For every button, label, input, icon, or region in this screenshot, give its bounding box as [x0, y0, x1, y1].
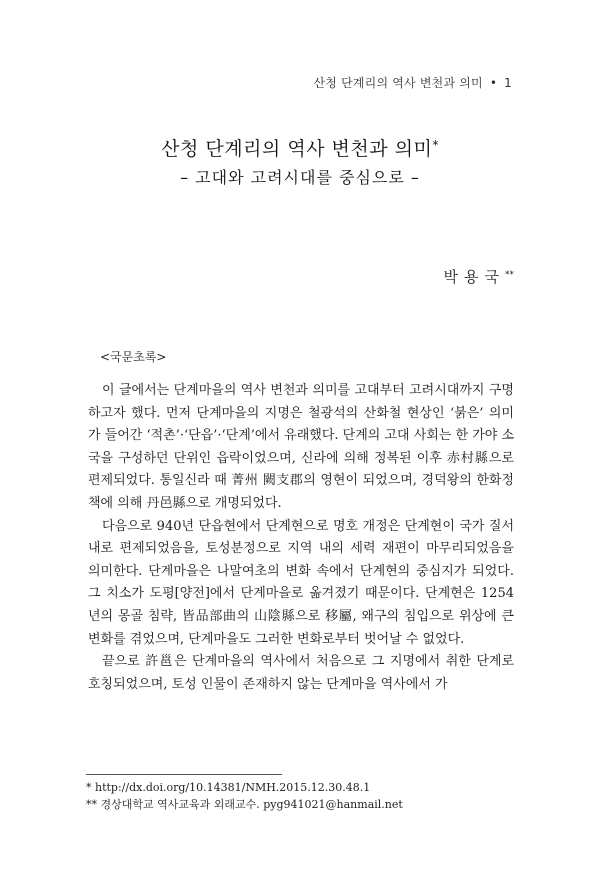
author-block: [444, 266, 514, 287]
page-number: 1: [504, 76, 512, 90]
title-footnote-marker: *: [432, 138, 439, 152]
footnote-doi: * http://dx.doi.org/10.14381/NMH.2015.12.30.48.1: [86, 781, 371, 794]
header-bullet: •: [489, 76, 498, 90]
author-name: 박용국: [443, 268, 505, 286]
abstract-body: [88, 380, 514, 696]
abstract-paragraph: 다음으로 940년 단읍현에서 단계현으로 명호 개정은 단계현이 국가 질서 내로 편제되었음을, 토성분정으로 지역 내의 세력 재편이 마무리되었음을 의미한다. 단계마을은 나말여초의 변화 속에서 단계현의 중심지가 되었다. 그 치소가 도평[양전]에서 단계마을로 옮겨졌기 때문이다. 단계현은 1254년의 몽골 침략, 皆品部曲의 山陰縣으로 移屬, 왜구의 침입으로 위상에 큰 변화를 겪었으며, 단계마을도 그러한 변화로부터 벗어날 수 없었다.: [88, 518, 514, 647]
article-subtitle: – 고대와 고려시대를 중심으로 –: [180, 168, 420, 187]
article-title: 산청 단계리의 역사 변천과 의미: [161, 138, 433, 160]
abstract-paragraph: 끝으로 許邕은 단계마을의 역사에서 처음으로 그 지명에서 취한 단계로 호칭되었으며, 토성 인물이 존재하지 않는 단계마을 역사에서 가: [88, 654, 514, 692]
running-header: [313, 74, 512, 91]
running-title: 산청 단계리의 역사 변천과 의미: [313, 76, 483, 90]
abstract-paragraph: 이 글에서는 단계마을의 역사 변천과 의미를 고대부터 고려시대까지 구명하고자 했다. 먼저 단계마을의 지명은 철광석의 산화철 현상인 ‘붉은’ 의미가 들어간 ‘적촌’·‘단읍’·‘단계’에서 유래했다. 단계의 고대 사회는 한 가야 소국을 구성하던 단위인 읍락이었으며, 신라에 의해 정복된 이후 赤村縣으로 편제되었다. 통일신라 때 菁州 闕支郡의 영현이 되었으며, 경덕왕의 한화정책에 의해 丹邑縣으로 개명되었다.: [88, 383, 515, 511]
footnote-author: ** 경상대학교 역사교육과 외래교수. pyg941021@hanmail.net: [86, 798, 403, 811]
footnotes: [86, 779, 516, 813]
author-footnote-marker: **: [505, 270, 514, 280]
footnote-divider: [86, 774, 282, 775]
article-title-block: [0, 134, 600, 161]
abstract-label: <국문초록>: [100, 350, 167, 364]
